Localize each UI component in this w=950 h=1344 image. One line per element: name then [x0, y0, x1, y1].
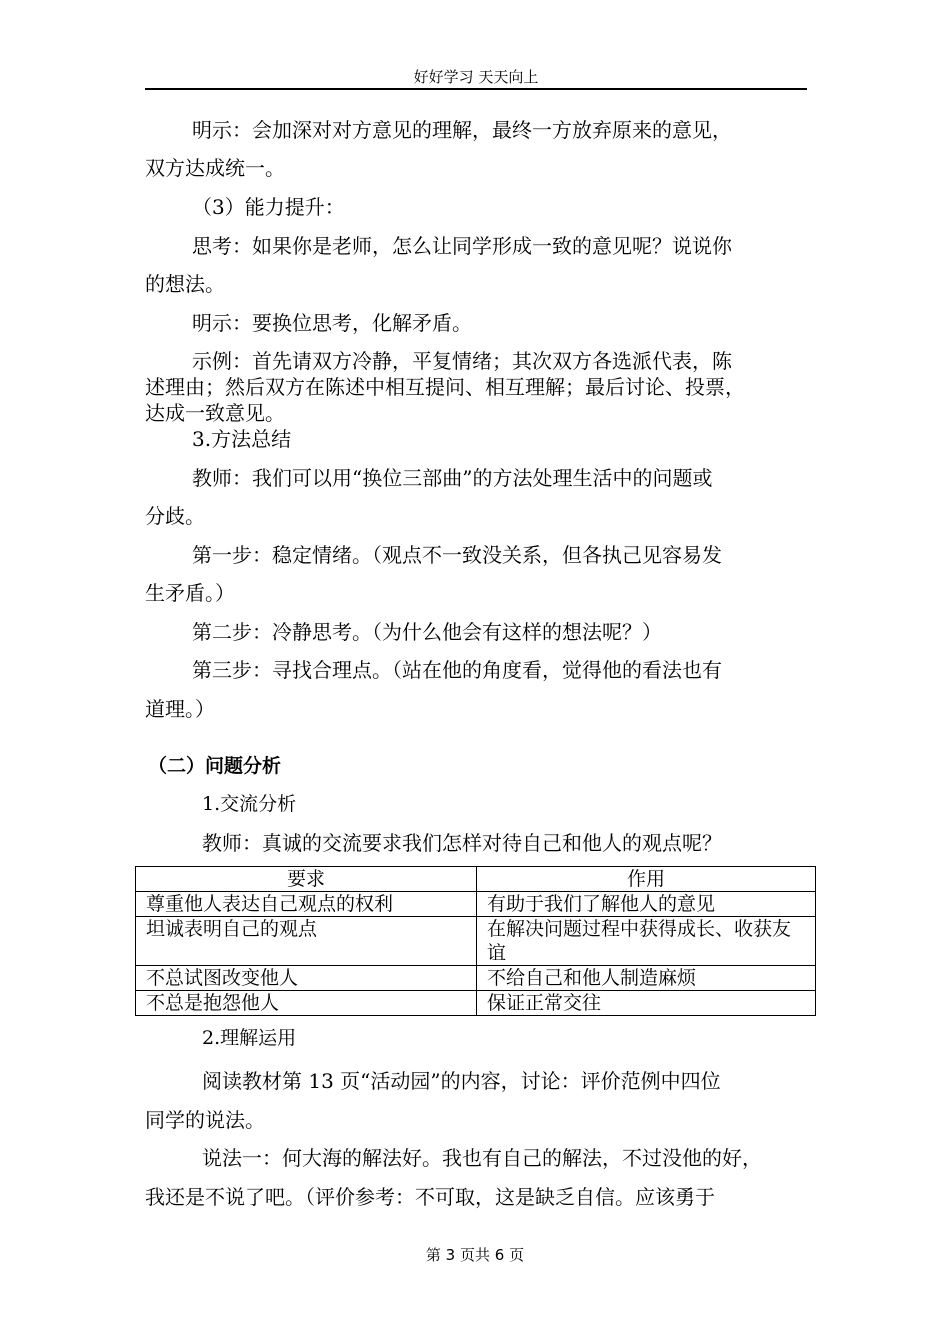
- body-line: （3）能力提升：: [192, 195, 345, 219]
- body-line: 第一步：稳定情绪。（观点不一致没关系，但各执己见容易发: [192, 543, 722, 567]
- body-line: 述理由；然后双方在陈述中相互提问、相互理解；最后讨论、投票，: [145, 375, 745, 399]
- header-rule: [145, 88, 807, 90]
- table-cell: 保证正常交往: [477, 991, 816, 1016]
- body-line: 教师：我们可以用“换位三部曲”的方法处理生活中的问题或: [192, 466, 713, 490]
- subsection-heading: 1.交流分析: [202, 793, 297, 815]
- table-cell: 在解决问题过程中获得成长、收获友谊: [477, 917, 816, 966]
- body-line: 3.方法总结: [192, 427, 292, 451]
- body-line: 我还是不说了吧。（评价参考：不可取，这是缺乏自信。应该勇于: [145, 1185, 715, 1209]
- body-line: 说法一：何大海的解法好。我也有自己的解法，不过没他的好，: [202, 1146, 762, 1170]
- body-line: 明示：会加深对对方意见的理解，最终一方放弃原来的意见，: [192, 118, 732, 142]
- body-line: 示例：首先请双方冷静，平复情绪；其次双方各选派代表，陈: [192, 349, 732, 373]
- body-line: 双方达成统一。: [145, 156, 285, 180]
- body-line: 同学的说法。: [145, 1108, 265, 1132]
- table-cell: 不总试图改变他人: [136, 966, 477, 991]
- body-line: 明示：要换位思考，化解矛盾。: [192, 311, 472, 335]
- page-header: 好好学习 天天向上: [413, 68, 539, 86]
- body-line: 生矛盾。）: [145, 581, 235, 605]
- table-header-cell: 要求: [136, 867, 477, 892]
- teacher-question: 教师：真诚的交流要求我们怎样对待自己和他人的观点呢？: [202, 831, 722, 855]
- table-cell: 有助于我们了解他人的意见: [477, 892, 816, 917]
- body-line: 分歧。: [145, 504, 205, 528]
- table-row: [136, 917, 816, 966]
- page-footer: 第 3 页共 6 页: [425, 1246, 525, 1264]
- table-cell: 不给自己和他人制造麻烦: [477, 966, 816, 991]
- table-row: [136, 892, 816, 917]
- body-line: 道理。）: [145, 697, 215, 721]
- body-line: 的想法。: [145, 272, 225, 296]
- body-line: 思考：如果你是老师，怎么让同学形成一致的意见呢？说说你: [192, 234, 732, 258]
- table-cell: 尊重他人表达自己观点的权利: [136, 892, 477, 917]
- table-row: [136, 991, 816, 1016]
- body-line: 第二步：冷静思考。（为什么他会有这样的想法呢？）: [192, 620, 662, 644]
- section-heading: （二）问题分析: [148, 755, 282, 777]
- table-cell: 坦诚表明自己的观点: [136, 917, 477, 966]
- subsection-heading: 2.理解运用: [202, 1027, 297, 1049]
- requirements-table: [135, 866, 816, 1016]
- body-line: 第三步：寻找合理点。（站在他的角度看，觉得他的看法也有: [192, 658, 722, 682]
- table-cell: 不总是抱怨他人: [136, 991, 477, 1016]
- table-header-cell: 作用: [477, 867, 816, 892]
- body-line: 达成一致意见。: [145, 401, 285, 425]
- body-line: 阅读教材第 13 页“活动园”的内容，讨论：评价范例中四位: [202, 1069, 721, 1093]
- table-header-row: [136, 867, 816, 892]
- table-row: [136, 966, 816, 991]
